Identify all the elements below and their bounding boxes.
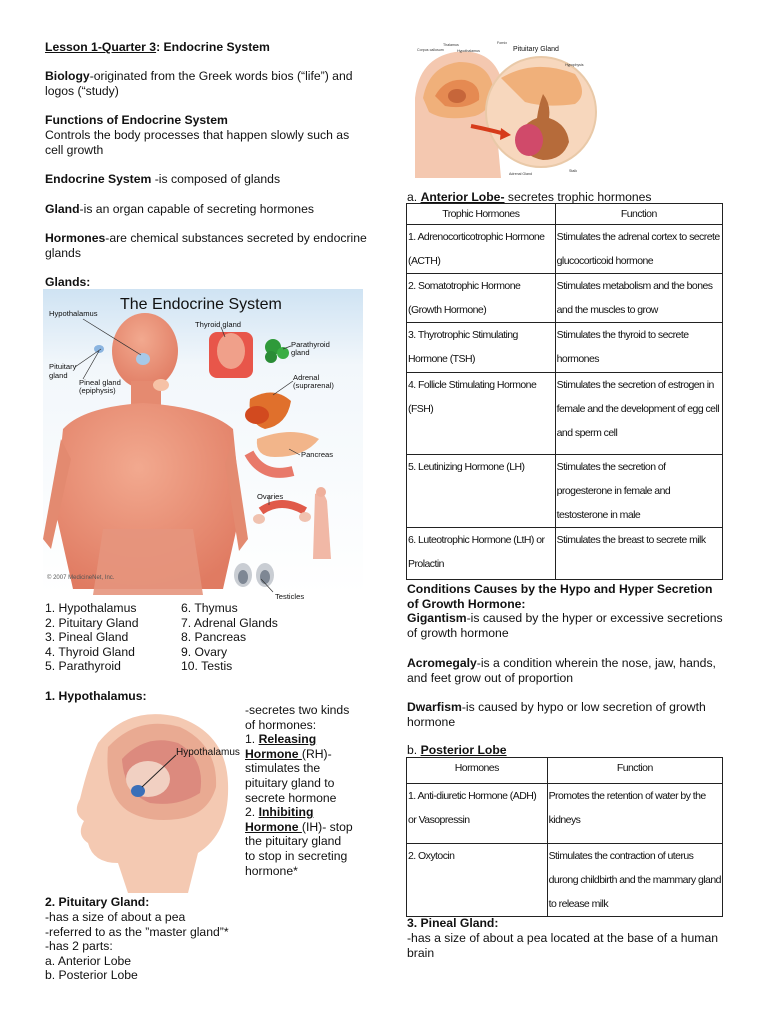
table-cell: Stimulates metabolism and the bones and the muscles to grow	[555, 274, 722, 323]
table-row	[407, 225, 723, 274]
svg-text:Hypophysis: Hypophysis	[565, 63, 584, 67]
label-hypothalamus: Hypothalamus	[49, 309, 98, 318]
table-header-row	[407, 204, 723, 225]
table-cell: Promotes the retention of water by the kidneys	[547, 784, 722, 844]
hypothalamus-heading: 1. Hypothalamus:	[45, 689, 147, 703]
label-parathyroid-2: gland	[291, 348, 310, 357]
endocrine-system-definition: Endocrine System -is composed of glands	[45, 172, 281, 186]
list-item: 10. Testis	[181, 659, 233, 674]
label-ovaries: Ovaries	[257, 492, 284, 501]
table-cell: 2. Oxytocin	[407, 844, 548, 917]
label-pineal-2: (epiphysis)	[79, 386, 116, 395]
dwarfism-definition: Dwarfism-is caused by hypo or low secretion of growth hormone	[407, 700, 706, 729]
conditions-heading: Conditions Causes by the Hypo and Hyper Secretion of Growth Hormone:	[407, 582, 713, 611]
list-item: 5. Parathyroid	[45, 659, 121, 674]
svg-text:Adrenal Gland: Adrenal Gland	[509, 172, 532, 176]
hypothalamus-figure	[58, 703, 238, 893]
table-cell: Stimulates the adrenal cortex to secrete glucocorticoid hormone	[555, 225, 722, 274]
table-header: Function	[547, 758, 722, 784]
table-row	[407, 784, 723, 844]
pineal-text: -has a size of about a pea located at the base of a human brain	[407, 931, 718, 960]
table-cell: Stimulates the thyroid to secrete hormones	[555, 323, 722, 373]
table-row	[407, 528, 723, 580]
label-adrenal-2: (suprarenal)	[293, 381, 334, 390]
table-cell: Stimulates the secretion of progesterone in female and testosterone in male	[555, 455, 722, 528]
figure-copyright: © 2007 MedicineNet, Inc.	[47, 575, 115, 581]
posterior-lobe-table	[406, 757, 723, 917]
glands-heading: Glands:	[45, 275, 91, 289]
list-item: -has a size of about a pea	[45, 910, 186, 924]
table-cell: Stimulates the breast to secrete milk	[555, 528, 722, 580]
label-thyroid: Thyroid gland	[195, 320, 242, 329]
table-cell: Stimulates the secretion of estrogen in female and the development of egg cell and sperm cell	[555, 373, 722, 455]
table-row	[407, 274, 723, 323]
svg-text:Hypothalamus: Hypothalamus	[457, 49, 480, 53]
table-header: Hormones	[407, 758, 548, 784]
pituitary-text	[45, 910, 370, 983]
acromegaly-definition: Acromegaly-is a condition wherein the nose, jaw, hands, and feet grow out of proportion	[407, 656, 716, 685]
list-item: b. Posterior Lobe	[45, 968, 138, 983]
label-parathyroid: Parathyroid	[291, 340, 330, 349]
pineal-heading: 3. Pineal Gland:	[407, 916, 499, 930]
label-adrenal: Adrenal	[293, 373, 320, 382]
table-row	[407, 455, 723, 528]
list-item: 9. Ovary	[181, 644, 228, 659]
gland-definition: Gland-is an organ capable of secreting hormones	[45, 202, 314, 216]
list-item: 3. Pineal Gland	[45, 630, 129, 645]
table-cell: 3. Thyrotrophic Stimulating Hormone (TSH)	[407, 323, 556, 373]
svg-text:Stalk: Stalk	[569, 169, 577, 173]
hormones-definition: Hormones-are chemical substances secreted by endocrine glands	[45, 231, 367, 260]
svg-text:Corpus callosum: Corpus callosum	[417, 48, 444, 52]
anterior-lobe-table	[406, 203, 723, 580]
list-item: a. Anterior Lobe	[45, 953, 132, 968]
table-cell: 1. Anti-diuretic Hormone (ADH) or Vasopressin	[407, 784, 548, 844]
table-header-row	[407, 758, 723, 784]
list-item: 4. Thyroid Gland	[45, 644, 135, 659]
list-item: 7. Adrenal Glands	[181, 615, 278, 630]
pituitary-heading: 2. Pituitary Gland:	[45, 895, 150, 909]
functions-text: Controls the body processes that happen slowly such as cell growth	[45, 128, 350, 157]
label-testicles: Testicles	[275, 592, 305, 601]
list-item: 1. Hypothalamus	[45, 601, 137, 615]
gland-list-col1	[45, 601, 185, 674]
table-header: Trophic Hormones	[407, 204, 556, 225]
table-cell: 4. Follicle Stimulating Hormone (FSH)	[407, 373, 556, 455]
list-item: 8. Pancreas	[181, 630, 247, 645]
lesson-title: Lesson 1-Quarter 3: Endocrine System	[45, 40, 270, 54]
gland-list-col2	[181, 601, 331, 674]
list-item: 2. Pituitary Gland	[45, 615, 139, 630]
table-row	[407, 373, 723, 455]
gigantism-definition: Gigantism-is caused by the hyper or excessive secretions of growth hormone	[407, 611, 723, 640]
label-pituitary: Pituitary	[49, 362, 77, 371]
table-header: Function	[555, 204, 722, 225]
table-cell: 5. Leutinizing Hormone (LH)	[407, 455, 556, 528]
table-cell: 6. Luteotrophic Hormone (LtH) or Prolactin	[407, 528, 556, 580]
label-pancreas: Pancreas	[301, 450, 334, 459]
svg-text:Thalamus: Thalamus	[443, 43, 459, 47]
hypothalamus-figure-label: Hypothalamus	[176, 747, 240, 758]
table-cell: 2. Somatotrophic Hormone (Growth Hormone)	[407, 274, 556, 323]
svg-text:Fornix: Fornix	[497, 41, 507, 45]
biology-definition: Biology-originated from the Greek words bios (“life”) and logos (“study)	[45, 69, 353, 98]
list-item: -referred to as the ”master gland”*	[45, 924, 229, 939]
hypothalamus-text: -secretes two kinds of hormones: 1. Releasing Hormone (RH)- stimulates the pituitary gland to secrete hormone 2. Inhibiting Hormone (IH)- stop the pituitary gland to stop in secreting hormone*	[245, 703, 353, 878]
table-row	[407, 844, 723, 917]
label-pineal: Pineal gland	[79, 378, 121, 387]
posterior-lobe-heading: b. Posterior Lobe	[407, 743, 507, 757]
list-item: 6. Thymus	[181, 601, 238, 615]
table-row	[407, 323, 723, 373]
functions-heading: Functions of Endocrine System	[45, 113, 228, 127]
anterior-lobe-heading: a. Anterior Lobe- secretes trophic hormones	[407, 190, 652, 204]
pituitary-location-figure	[405, 38, 630, 178]
table-cell: 1. Adrenocorticotrophic Hormone (ACTH)	[407, 225, 556, 274]
table-cell: Stimulates the contraction of uterus durong childbirth and the mammary gland to release milk	[547, 844, 722, 917]
figure-title: The Endocrine System	[120, 296, 282, 313]
label-pituitary-2: gland	[49, 371, 68, 380]
endocrine-system-figure	[43, 289, 363, 601]
list-item: -has 2 parts:	[45, 939, 113, 954]
label-pituitary-gland: Pituitary Gland	[513, 46, 559, 53]
